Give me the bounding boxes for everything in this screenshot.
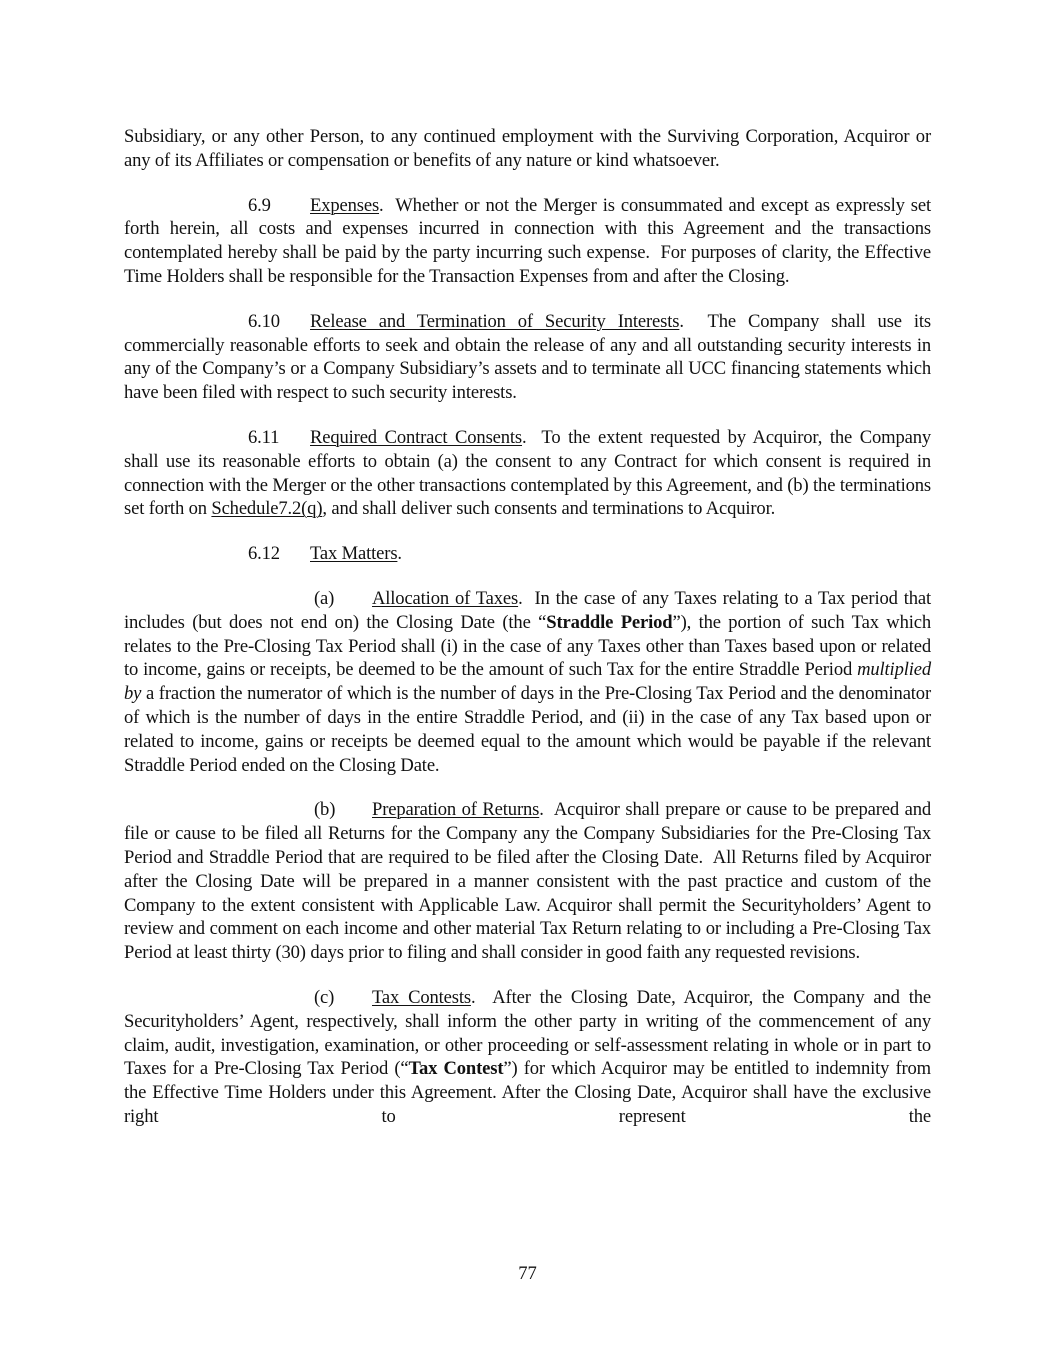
subsection-body: Acquiror shall prepare or cause to be prepared and file or cause to be filed all Returns for the Company any the Company Subsidiaries for the Pre-Closing Tax Period and Straddle Period that are required to be filed after the Closing Date. All Returns filed by Acquiror after the Closing Date will be prepared in a manner consistent with the past practice and custom of the Company to the extent consistent with Applicable Law. Acquiror shall permit the Securityholders’ Agent to review and comment on each income and other material Tax Return relating to or including a Pre-Closing Tax Period at least thirty (30) days prior to filing and shall consider in good faith any requested revisions. bbox=[124, 799, 936, 964]
heading-punct: . bbox=[539, 799, 544, 821]
heading-punct: . bbox=[522, 426, 527, 448]
section-heading-tax-matters: Tax Matters bbox=[310, 543, 398, 565]
heading-punct: . bbox=[397, 543, 402, 565]
section-body: To the extent requested by Acquiror, the Company shall use its reasonable efforts to obtain (a) the consent to any Contract for which consent is required in connection with the Merger or the other transactions contemplated by this Agreement, and (b) the terminations set forth on bbox=[124, 426, 936, 520]
section-6-10 bbox=[124, 310, 936, 405]
subsection-heading-tax-contests: Tax Contests bbox=[372, 986, 471, 1008]
section-heading-release-termination: Release and Termination of Security Interests bbox=[310, 310, 680, 332]
section-body-continued: , and shall deliver such consents and terminations to Acquiror. bbox=[322, 498, 776, 520]
subsection-6-12-b bbox=[124, 798, 936, 965]
italic-term-multiplied-by: multiplied by bbox=[124, 659, 931, 705]
section-number: 6.9 bbox=[248, 194, 271, 216]
defined-term-tax-contest: Tax Contest bbox=[408, 1058, 504, 1080]
continuation-paragraph bbox=[124, 125, 931, 173]
section-body: Whether or not the Merger is consummated and except as expressly set forth herein, all costs and expenses incurred in connection with this Agreement and the transactions contemplated hereby shall be paid by the party incurring such expense. For purposes of clarity, the Effective Time Holders shall be responsible for the Transaction Expenses from and after the Closing. bbox=[124, 194, 936, 287]
section-heading-expenses: Expenses bbox=[310, 194, 380, 216]
section-number: 6.10 bbox=[248, 310, 280, 332]
subsection-6-12-a bbox=[124, 587, 936, 777]
subsection-label: (a) bbox=[314, 587, 335, 609]
subsection-body-continued: ”) for which Acquiror may be entitled to indemnity from the Effective Time Holders under this Agreement. After the Closing Date, Acquiror shall have the exclusive right to represent the bbox=[124, 1058, 931, 1127]
subsection-6-12-c bbox=[124, 986, 936, 1129]
document-page bbox=[124, 125, 936, 1150]
defined-term-straddle-period: Straddle Period bbox=[546, 611, 673, 633]
section-heading-required-contract-consents: Required Contract Consents bbox=[310, 426, 523, 448]
schedule-reference-link[interactable]: Schedule7.2(q) bbox=[211, 498, 323, 520]
section-6-11 bbox=[124, 426, 936, 521]
subsection-body-end: a fraction the numerator of which is the number of days in the Pre-Closing Tax Period and the denominator of which is the number of days in the entire Straddle Period, and (ii) in the case of any Tax based upon or related to income, gains or receipts be deemed equal to the amount which would be payable if the relevant Straddle Period ended on the Closing Date. bbox=[124, 683, 931, 776]
heading-punct: . bbox=[470, 986, 476, 1008]
subsection-heading-preparation-of-returns: Preparation of Returns bbox=[372, 799, 540, 821]
subsection-label: (c) bbox=[314, 986, 335, 1008]
section-number: 6.12 bbox=[248, 543, 280, 565]
continuation-text: Subsidiary, or any other Person, to any continued employment with the Surviving Corporation, Acquiror or any of its Affiliates or compensation or benefits of any nature or kind whatsoever. bbox=[124, 126, 931, 171]
heading-punct: . bbox=[379, 194, 384, 216]
heading-punct: . bbox=[679, 310, 684, 332]
section-6-12 bbox=[124, 542, 931, 566]
page-number: 77 bbox=[518, 1263, 537, 1284]
section-6-9 bbox=[124, 194, 936, 289]
subsection-heading-allocation-of-taxes: Allocation of Taxes bbox=[372, 587, 519, 609]
heading-punct: . bbox=[518, 587, 523, 609]
section-number: 6.11 bbox=[248, 426, 280, 448]
subsection-body: After the Closing Date, Acquiror, the Company and the Securityholders’ Agent, respectively, shall inform the other party in writing of the commencement of any claim, audit, investigation, examination, or other proceeding or self-assessment relating in whole or in part to Taxes for a Pre-Closing Tax Period (“ bbox=[124, 986, 936, 1080]
subsection-body-continued: ”), the portion of such Tax which relates to the Pre-Closing Tax Period shall (i) in the case of any Taxes other than Taxes based upon or related to income, gains or receipts, be deemed to be the amount of such Tax for the entire Straddle Period bbox=[124, 611, 931, 681]
subsection-label: (b) bbox=[314, 799, 336, 821]
section-body: The Company shall use its commercially reasonable efforts to seek and obtain the release of any and all outstanding security interests in any of the Company’s or a Company Subsidiary’s assets and to terminate all UCC financing statements which have been filed with respect to such security interests. bbox=[124, 310, 936, 404]
subsection-body: In the case of any Taxes relating to a Tax period that includes (but does not end on) the Closing Date (the “ bbox=[124, 587, 936, 633]
